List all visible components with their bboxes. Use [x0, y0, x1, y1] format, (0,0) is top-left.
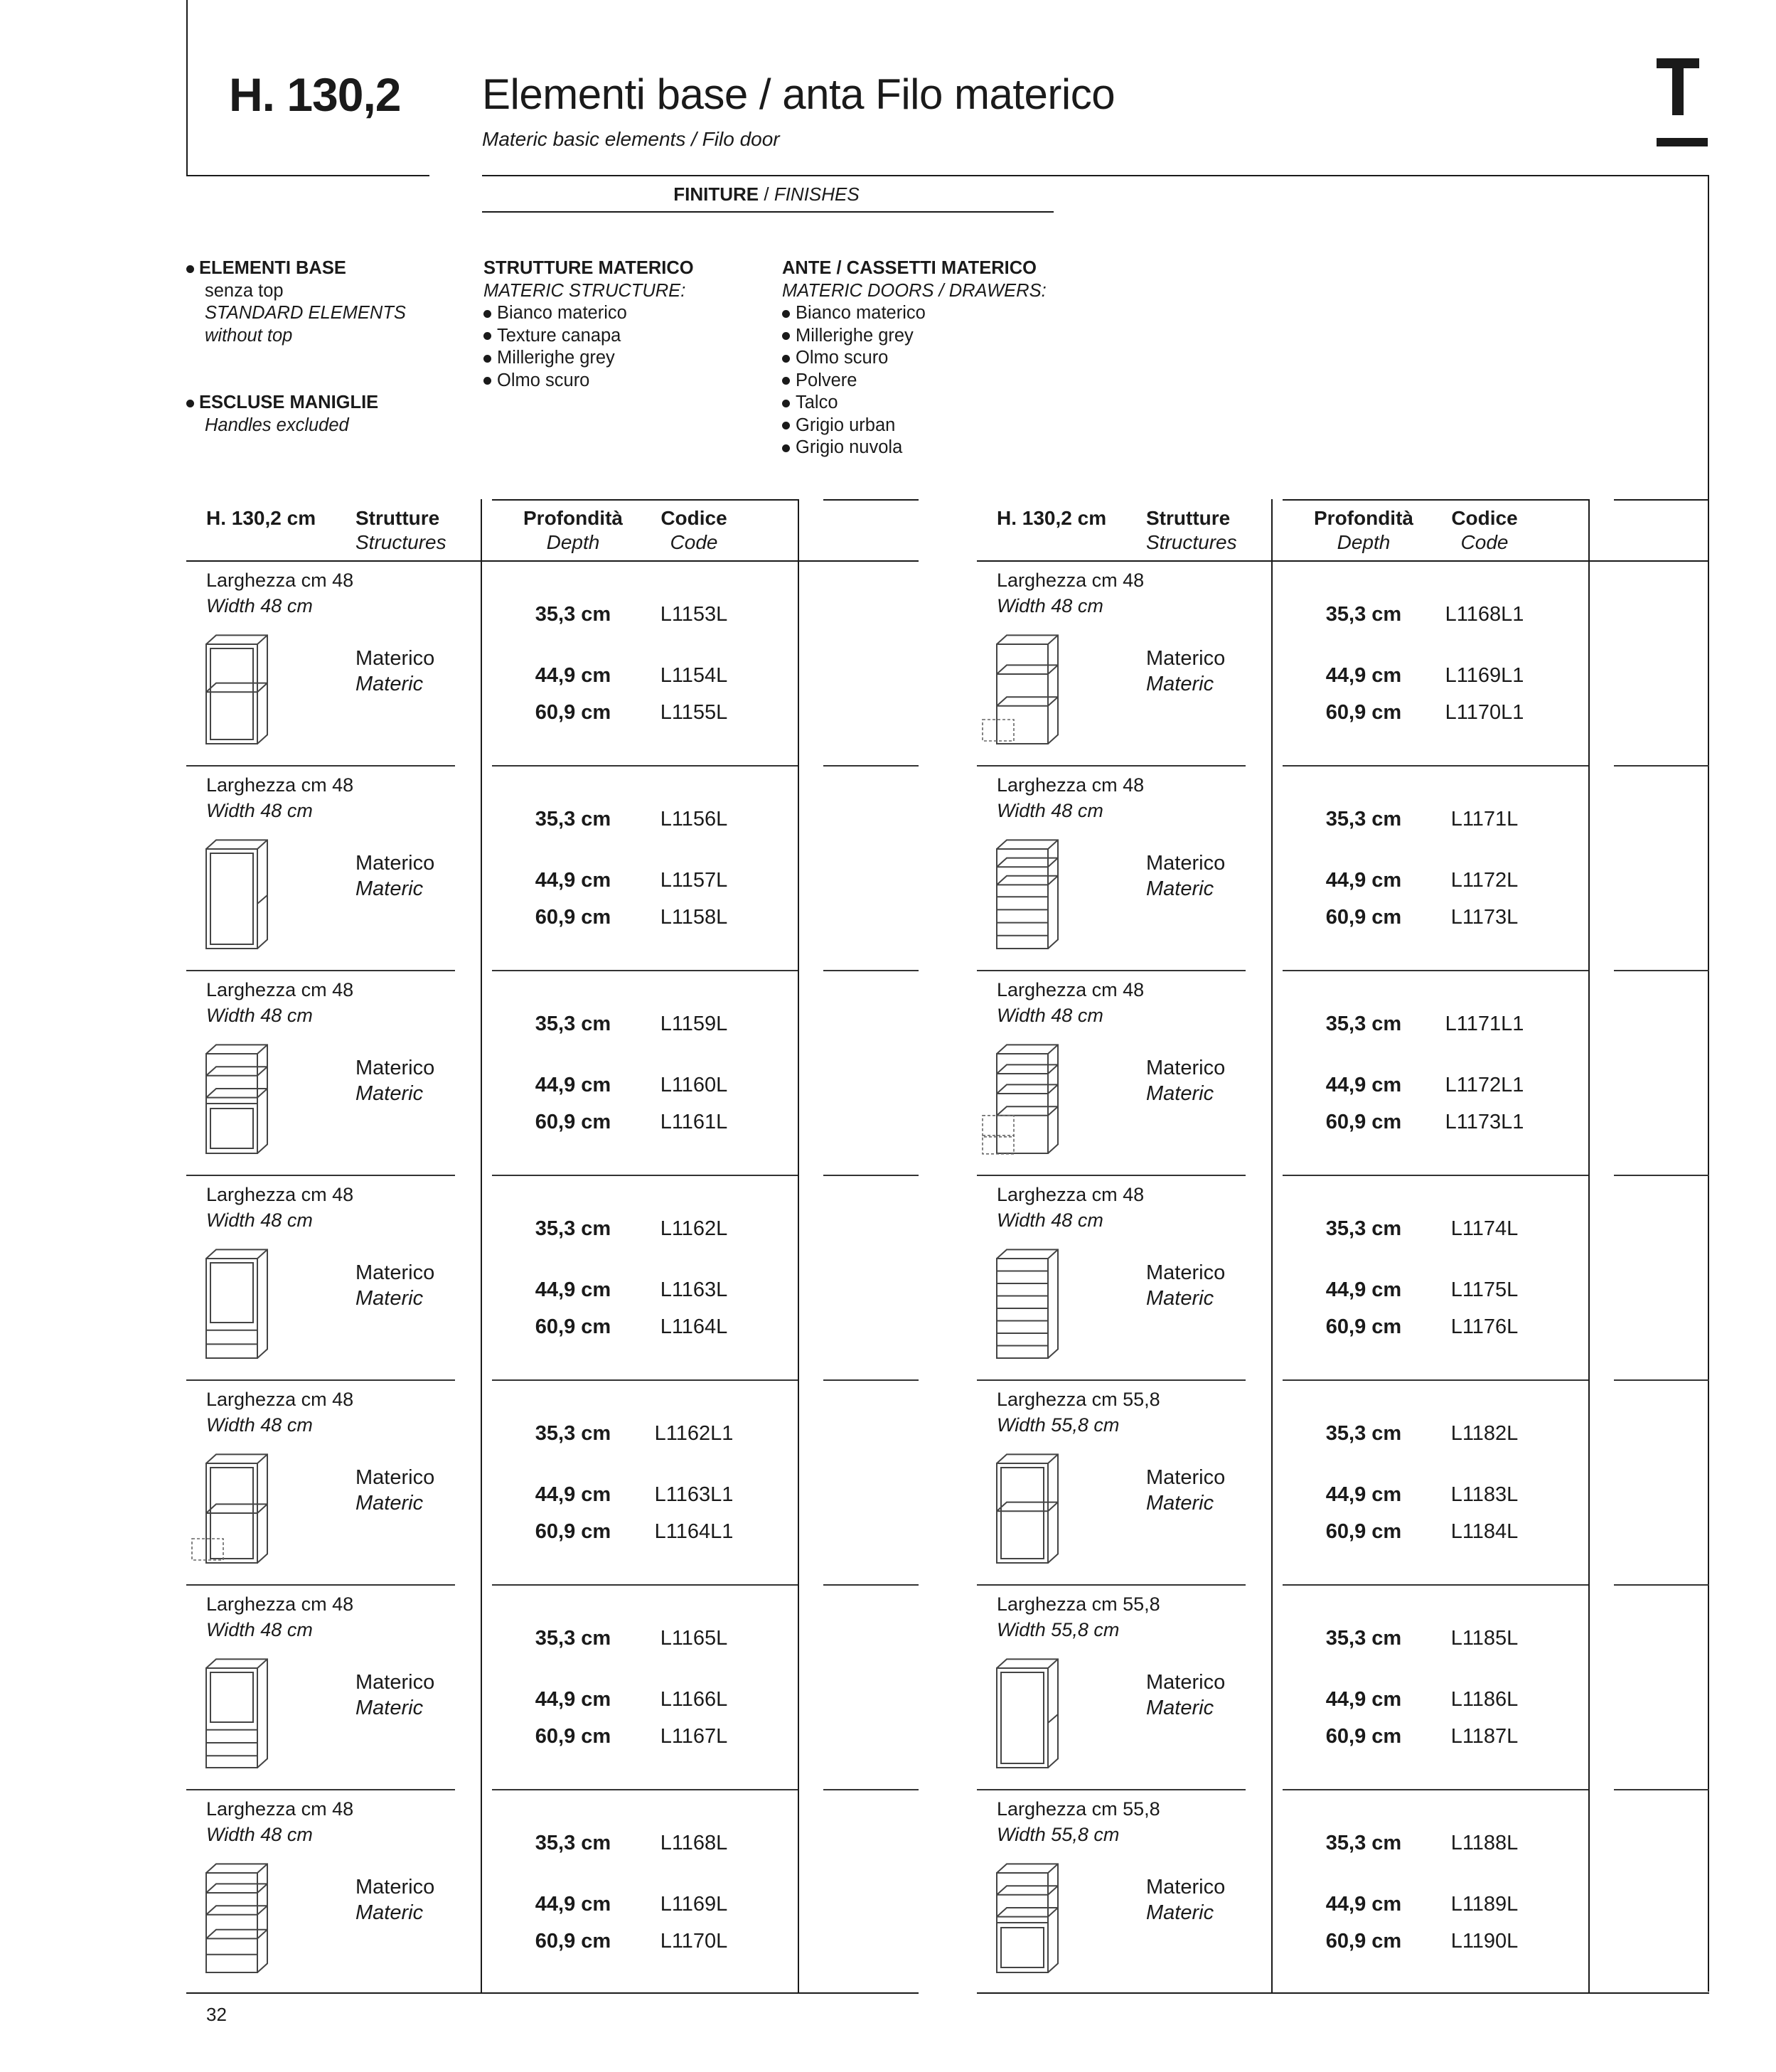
product-code: L1164L: [660, 1315, 728, 1338]
header-top-rule: [492, 499, 798, 501]
bullet-icon: [782, 377, 790, 385]
row-separator: [492, 1584, 798, 1586]
table-bottom-rule: [977, 1992, 1709, 1994]
height-code: H. 130,2: [229, 68, 401, 121]
product-code: L1160L: [660, 1074, 728, 1096]
product-code: L1153L: [660, 603, 728, 626]
material-label-en: Materic: [1146, 877, 1214, 900]
page-subtitle: Materic basic elements / Filo door: [482, 128, 780, 150]
material-label-en: Materic: [1146, 1287, 1214, 1310]
depth-value: 60,9 cm: [535, 1111, 611, 1133]
row-width-label: Larghezza cm 48: [206, 1184, 354, 1205]
wide-open-top-door-bottom-icon: [994, 1860, 1072, 1981]
row-separator: [1283, 1379, 1588, 1381]
material-label: Materico: [355, 647, 435, 670]
legend-doors: [782, 257, 1047, 459]
depth-value: 35,3 cm: [1325, 1217, 1402, 1240]
depth-value: 35,3 cm: [535, 603, 611, 626]
header-depth: Profondità: [1314, 507, 1413, 529]
depth-value: 60,9 cm: [535, 701, 611, 724]
row-separator: [1283, 970, 1588, 971]
legend-list-item: [782, 370, 1047, 392]
depth-value: 44,9 cm: [1325, 1483, 1402, 1506]
depth-value: 35,3 cm: [1325, 1013, 1402, 1035]
content-frame-right: [1708, 175, 1709, 1992]
product-code: L1165L: [660, 1627, 728, 1650]
bullet-icon: [782, 444, 790, 452]
row-separator: [492, 765, 798, 767]
brand-logo: [1657, 58, 1699, 151]
product-code: L1171L1: [1445, 1013, 1524, 1035]
header-structures-en: Structures: [1146, 531, 1237, 553]
finishes-label-en: FINISHES: [774, 183, 860, 205]
legend-item-label: Olmo scuro: [497, 370, 590, 390]
row-width-label-en: Width 48 cm: [206, 1005, 313, 1026]
header-code: Codice: [660, 507, 727, 529]
material-label-en: Materic: [1146, 1697, 1214, 1719]
content-frame-top: [482, 175, 1709, 176]
material-label-en: Materic: [355, 1082, 424, 1105]
header-structures: Strutture: [1146, 507, 1231, 529]
open-top-door-bottom-icon: [203, 1041, 282, 1162]
wide-open-2-shelf-icon: [994, 1451, 1072, 1571]
page-title: Elementi base / anta Filo materico: [482, 70, 1116, 118]
row-width-label-en: Width 55,8 cm: [997, 1619, 1120, 1640]
finishes-separator: /: [759, 183, 774, 205]
product-code: L1154L: [660, 664, 728, 687]
open-top-internal-drawers-icon: [994, 1041, 1072, 1162]
product-code: L1172L1: [1445, 1074, 1524, 1096]
legend-doors-list: [782, 302, 1047, 459]
bullet-icon: [782, 355, 790, 363]
row-width-label-en: Width 48 cm: [206, 1209, 313, 1231]
product-code: L1173L1: [1445, 1111, 1524, 1133]
product-code: L1158L: [660, 906, 728, 929]
legend-structures-list: [483, 302, 694, 392]
depth-value: 44,9 cm: [1325, 664, 1402, 687]
depth-value: 60,9 cm: [1325, 1930, 1402, 1953]
row-separator: [186, 1584, 455, 1586]
depth-value: 35,3 cm: [1325, 1422, 1402, 1445]
material-label: Materico: [1146, 1876, 1226, 1899]
legend-list-item: [782, 325, 1047, 348]
depth-value: 60,9 cm: [535, 1315, 611, 1338]
material-label: Materico: [1146, 852, 1226, 875]
product-code: L1184L: [1450, 1520, 1519, 1543]
row-width-label: Larghezza cm 48: [206, 1798, 354, 1820]
product-code: L1156L: [660, 808, 728, 831]
row-width-label-en: Width 48 cm: [206, 595, 313, 616]
bullet-icon: [483, 332, 491, 340]
row-separator: [823, 1379, 919, 1381]
depth-value: 35,3 cm: [535, 1013, 611, 1035]
open-shelves-drawer-icon: [203, 1860, 282, 1981]
material-label-en: Materic: [355, 1901, 424, 1924]
depth-value: 35,3 cm: [535, 1627, 611, 1650]
product-code: L1159L: [660, 1013, 728, 1035]
material-label: Materico: [355, 1261, 435, 1284]
depth-value: 60,9 cm: [1325, 701, 1402, 724]
row-width-label: Larghezza cm 48: [997, 979, 1145, 1000]
product-code: L1164L1: [654, 1520, 734, 1543]
legend-item-label: Grigio nuvola: [796, 437, 903, 457]
legend-list-item: [782, 415, 1047, 437]
depth-value: 44,9 cm: [1325, 1278, 1402, 1301]
row-separator: [186, 1175, 455, 1176]
product-code: L1189L: [1450, 1893, 1519, 1916]
product-code: L1172L: [1450, 869, 1519, 892]
row-width-label: Larghezza cm 48: [206, 1389, 354, 1410]
wide-door-cabinet-icon: [994, 1655, 1072, 1776]
material-label: Materico: [355, 1057, 435, 1079]
bullet-icon: [782, 332, 790, 340]
row-width-label: Larghezza cm 55,8: [997, 1798, 1160, 1820]
bullet-icon: [782, 400, 790, 407]
legend-item-label: Bianco materico: [796, 303, 926, 323]
depth-value: 35,3 cm: [1325, 1832, 1402, 1854]
row-separator: [823, 1584, 919, 1586]
product-code: L1174L: [1450, 1217, 1519, 1240]
row-separator: [1614, 970, 1709, 971]
product-code: L1162L: [660, 1217, 728, 1240]
header-depth: Profondità: [523, 507, 623, 529]
depth-value: 60,9 cm: [1325, 1725, 1402, 1748]
legend-base-line2: STANDARD ELEMENTS: [205, 303, 406, 323]
row-width-label-en: Width 48 cm: [997, 595, 1103, 616]
legend-list-item: [483, 347, 694, 370]
legend-base-line3: without top: [205, 325, 293, 346]
row-width-label-en: Width 48 cm: [997, 800, 1103, 821]
row-width-label: Larghezza cm 48: [206, 1593, 354, 1615]
depth-value: 60,9 cm: [1325, 906, 1402, 929]
legend-item-label: Grigio urban: [796, 415, 896, 435]
depth-value: 60,9 cm: [1325, 1520, 1402, 1543]
product-code: L1188L: [1450, 1832, 1519, 1854]
legend-item-label: Millerighe grey: [497, 348, 615, 368]
depth-value: 44,9 cm: [535, 1483, 611, 1506]
product-code: L1168L: [660, 1832, 728, 1854]
row-width-label: Larghezza cm 48: [206, 979, 354, 1000]
header-depth-en: Depth: [546, 531, 600, 553]
row-width-label-en: Width 55,8 cm: [997, 1414, 1120, 1436]
bullet-icon: [483, 310, 491, 318]
depth-value: 35,3 cm: [535, 1422, 611, 1445]
depth-value: 35,3 cm: [1325, 603, 1402, 626]
legend-structures-title: STRUTTURE MATERICO: [483, 258, 694, 278]
drawer-tower-icon: [994, 1246, 1072, 1367]
legend-doors-title: ANTE / CASSETTI MATERICO: [782, 258, 1037, 278]
material-label: Materico: [1146, 647, 1226, 670]
header-structures-en: Structures: [355, 531, 446, 553]
depth-value: 35,3 cm: [1325, 808, 1402, 831]
material-label-en: Materic: [1146, 1492, 1214, 1515]
depth-value: 44,9 cm: [535, 1893, 611, 1916]
row-separator: [1614, 1789, 1709, 1790]
door-internal-drawer-icon: [203, 1451, 282, 1571]
row-width-label: Larghezza cm 55,8: [997, 1593, 1160, 1615]
header-height: H. 130,2 cm: [206, 507, 316, 529]
product-code: L1169L1: [1445, 664, 1524, 687]
depth-value: 60,9 cm: [535, 1725, 611, 1748]
header-bottom-rule: [977, 560, 1709, 562]
row-separator: [1614, 765, 1709, 767]
legend-list-item: [782, 437, 1047, 459]
legend-base-line1: senza top: [205, 280, 284, 301]
product-code: L1185L: [1450, 1627, 1519, 1650]
depth-value: 35,3 cm: [535, 1832, 611, 1854]
header-frame-bottom: [186, 175, 429, 176]
product-code: L1190L: [1450, 1930, 1519, 1953]
row-separator: [492, 1175, 798, 1176]
product-code: L1171L: [1450, 808, 1519, 831]
legend-structures-subtitle: MATERIC STRUCTURE:: [483, 280, 686, 301]
row-separator: [186, 765, 455, 767]
depth-value: 60,9 cm: [1325, 1111, 1402, 1133]
product-code: L1155L: [660, 701, 728, 724]
legend-list-item: [782, 347, 1047, 370]
row-separator: [1283, 1584, 1588, 1586]
row-separator: [492, 1789, 798, 1790]
row-separator: [186, 970, 455, 971]
row-separator: [977, 1175, 1246, 1176]
depth-value: 35,3 cm: [1325, 1627, 1402, 1650]
header-depth-en: Depth: [1337, 531, 1391, 553]
material-label-en: Materic: [355, 1697, 424, 1719]
row-width-label-en: Width 48 cm: [997, 1005, 1103, 1026]
product-code: L1175L: [1450, 1278, 1519, 1301]
legend-handles: [186, 392, 378, 437]
product-code: L1173L: [1450, 906, 1519, 929]
material-label-en: Materic: [355, 1492, 424, 1515]
legend-doors-subtitle: MATERIC DOORS / DRAWERS:: [782, 280, 1047, 301]
legend-item-label: Talco: [796, 392, 838, 412]
door-cabinet-icon: [203, 836, 282, 957]
row-width-label: Larghezza cm 48: [206, 774, 354, 796]
legend-list-item: [782, 302, 1047, 325]
depth-value: 44,9 cm: [535, 1278, 611, 1301]
material-label-en: Materic: [355, 1287, 424, 1310]
row-separator: [186, 1789, 455, 1790]
row-separator: [977, 1789, 1246, 1790]
row-separator: [823, 765, 919, 767]
bullet-icon: [186, 400, 194, 407]
bullet-icon: [483, 377, 491, 385]
legend-list-item: [483, 370, 694, 392]
material-label-en: Materic: [1146, 1082, 1214, 1105]
material-label: Materico: [1146, 1671, 1226, 1694]
bullet-icon: [483, 355, 491, 363]
door-two-drawers-icon: [203, 1246, 282, 1367]
header-code-en: Code: [670, 531, 718, 553]
depth-value: 44,9 cm: [535, 1688, 611, 1711]
product-code: L1187L: [1450, 1725, 1519, 1748]
column-divider: [1271, 499, 1273, 1994]
depth-value: 44,9 cm: [535, 869, 611, 892]
product-code: L1168L1: [1445, 603, 1524, 626]
row-separator: [1283, 1789, 1588, 1790]
row-width-label-en: Width 48 cm: [206, 1619, 313, 1640]
legend-handles-title: ESCLUSE MANIGLIE: [199, 392, 379, 412]
row-width-label-en: Width 48 cm: [206, 1414, 313, 1436]
table-bottom-rule: [186, 1992, 919, 1994]
depth-value: 44,9 cm: [535, 664, 611, 687]
row-separator: [1283, 1175, 1588, 1176]
material-label-en: Materic: [1146, 673, 1214, 695]
product-code: L1167L: [660, 1725, 728, 1748]
material-label-en: Materic: [355, 877, 424, 900]
row-width-label: Larghezza cm 48: [997, 1184, 1145, 1205]
row-separator: [977, 1584, 1246, 1586]
bullet-icon: [782, 310, 790, 318]
row-separator: [1283, 765, 1588, 767]
depth-value: 44,9 cm: [535, 1074, 611, 1096]
header-top-rule: [823, 499, 919, 501]
material-label: Materico: [355, 852, 435, 875]
product-code: L1183L: [1450, 1483, 1519, 1506]
depth-value: 60,9 cm: [535, 1930, 611, 1953]
open-top-four-drawers-icon: [994, 836, 1072, 957]
legend-handles-line1: Handles excluded: [205, 415, 349, 435]
row-width-label: Larghezza cm 48: [997, 774, 1145, 796]
legend-item-label: Millerighe grey: [796, 325, 914, 346]
material-label-en: Materic: [355, 673, 424, 695]
product-code: L1169L: [660, 1893, 728, 1916]
row-separator: [977, 970, 1246, 971]
legend-list-item: [782, 392, 1047, 415]
column-divider: [798, 499, 799, 1994]
legend-item-label: Polvere: [796, 370, 857, 390]
row-separator: [1614, 1175, 1709, 1176]
door-three-drawers-icon: [203, 1655, 282, 1776]
material-label: Materico: [355, 1876, 435, 1899]
bullet-icon: [782, 422, 790, 429]
row-separator: [186, 1379, 455, 1381]
material-label-en: Materic: [1146, 1901, 1214, 1924]
open-shelves-internal-drawer-icon: [994, 631, 1072, 752]
row-separator: [1614, 1584, 1709, 1586]
row-separator: [1614, 1379, 1709, 1381]
row-separator: [823, 1175, 919, 1176]
product-code: L1182L: [1450, 1422, 1519, 1445]
row-width-label: Larghezza cm 48: [997, 570, 1145, 591]
depth-value: 35,3 cm: [535, 808, 611, 831]
row-separator: [492, 1379, 798, 1381]
product-code: L1170L: [660, 1930, 728, 1953]
product-code: L1170L1: [1445, 701, 1524, 724]
header-top-rule: [1283, 499, 1588, 501]
row-separator: [977, 765, 1246, 767]
material-label: Materico: [355, 1671, 435, 1694]
material-label: Materico: [1146, 1057, 1226, 1079]
column-divider: [1588, 499, 1590, 1994]
depth-value: 60,9 cm: [1325, 1315, 1402, 1338]
header-bottom-rule: [186, 560, 919, 562]
depth-value: 35,3 cm: [535, 1217, 611, 1240]
depth-value: 60,9 cm: [535, 906, 611, 929]
product-code: L1163L: [660, 1278, 728, 1301]
depth-value: 44,9 cm: [1325, 869, 1402, 892]
row-width-label-en: Width 48 cm: [997, 1209, 1103, 1231]
product-code: L1163L1: [654, 1483, 734, 1506]
row-width-label: Larghezza cm 48: [206, 570, 354, 591]
row-separator: [977, 1379, 1246, 1381]
row-separator: [492, 970, 798, 971]
product-code: L1157L: [660, 869, 728, 892]
product-code: L1161L: [660, 1111, 728, 1133]
header-structures: Strutture: [355, 507, 440, 529]
column-divider: [481, 499, 482, 1994]
bullet-icon: [186, 265, 194, 273]
header-frame-left: [186, 0, 188, 176]
product-code: L1166L: [660, 1688, 728, 1711]
header-code: Codice: [1451, 507, 1518, 529]
legend-structures: [483, 257, 694, 392]
row-separator: [823, 1789, 919, 1790]
legend-list-item: [483, 325, 694, 348]
material-label: Materico: [1146, 1466, 1226, 1489]
depth-value: 60,9 cm: [535, 1520, 611, 1543]
product-code: L1186L: [1450, 1688, 1519, 1711]
legend-list-item: [483, 302, 694, 325]
finishes-label: FINITURE: [673, 183, 759, 205]
legend-item-label: Olmo scuro: [796, 348, 889, 368]
page-number: 32: [206, 2004, 227, 2025]
finishes-heading: [482, 183, 1051, 205]
product-code: L1162L1: [654, 1422, 734, 1445]
row-width-label-en: Width 55,8 cm: [997, 1824, 1120, 1845]
legend-item-label: Bianco materico: [497, 303, 627, 323]
open-2-shelf-icon: [203, 631, 282, 752]
product-code: L1176L: [1450, 1315, 1519, 1338]
legend-base: [186, 257, 406, 347]
finishes-underline: [482, 211, 1054, 213]
material-label: Materico: [1146, 1261, 1226, 1284]
header-top-rule: [1614, 499, 1709, 501]
depth-value: 44,9 cm: [1325, 1688, 1402, 1711]
material-label: Materico: [355, 1466, 435, 1489]
row-width-label: Larghezza cm 55,8: [997, 1389, 1160, 1410]
legend-base-title: ELEMENTI BASE: [199, 258, 346, 278]
depth-value: 44,9 cm: [1325, 1074, 1402, 1096]
row-separator: [823, 970, 919, 971]
depth-value: 44,9 cm: [1325, 1893, 1402, 1916]
header-height: H. 130,2 cm: [997, 507, 1107, 529]
legend-item-label: Texture canapa: [497, 325, 621, 346]
row-width-label-en: Width 48 cm: [206, 800, 313, 821]
row-width-label-en: Width 48 cm: [206, 1824, 313, 1845]
header-code-en: Code: [1460, 531, 1509, 553]
